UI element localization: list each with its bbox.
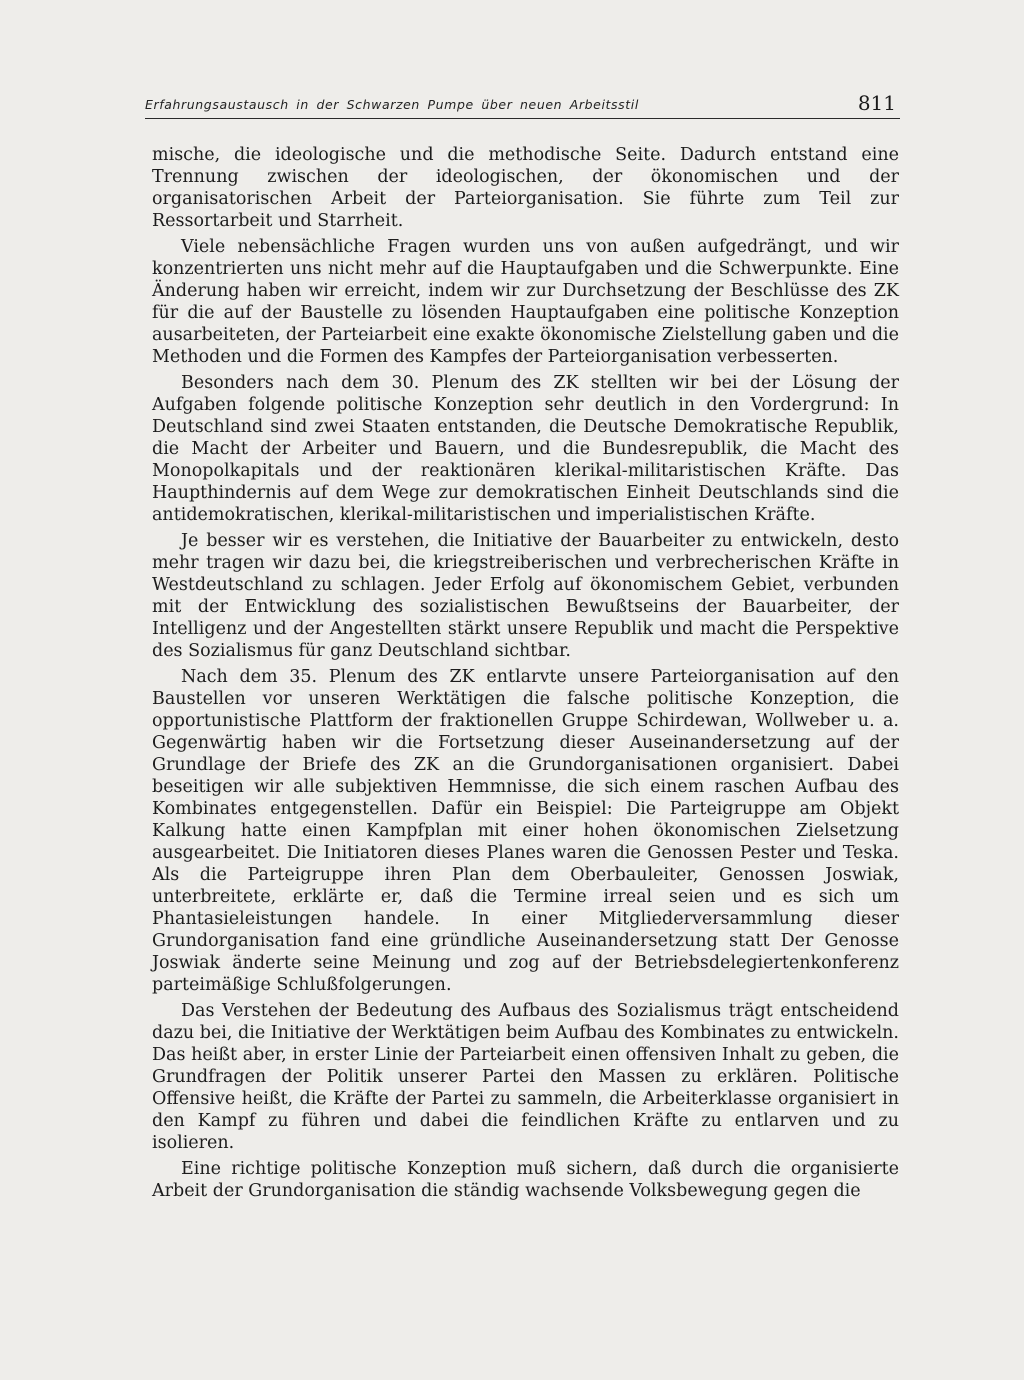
paragraph: mische, die ideologische und die methodische Seite. Dadurch entstand eine Trennung zwischen der ideologischen, der ökonomischen und der organisatorischen Arbeit der Parteiorganisation. Sie führte zum Teil zur Ressortarbeit und Starrheit.: [152, 145, 899, 231]
paragraph: Das Verstehen der Bedeutung des Aufbaus des Sozialismus trägt entscheidend dazu bei, die Initiative der Werktätigen beim Aufbau des Kombinates zu entwickeln. Das heißt aber, in erster Linie der Parteiarbeit einen offensiven Inhalt zu geben, die Grundfragen der Politik unserer Partei den Massen zu erklären. Politische Offensive heißt, die Kräfte der Partei zu sammeln, die Arbeiterklasse organisiert in den Kampf zu führen und dabei die feindlichen Kräfte zu entlarven und zu isolieren.: [152, 1001, 899, 1153]
paragraph: Viele nebensächliche Fragen wurden uns von außen aufgedrängt, und wir konzentrierten uns nicht mehr auf die Hauptaufgaben und die Schwerpunkte. Eine Änderung haben wir erreicht, indem wir zur Durchsetzung der Beschlüsse des ZK für die auf der Baustelle zu lösenden Hauptaufgaben eine politische Konzeption ausarbeiteten, der Parteiarbeit eine exakte ökonomische Zielstellung gaben und die Methoden und die Formen des Kampfes der Parteiorganisation verbesserten.: [152, 237, 899, 367]
paragraph: Je besser wir es verstehen, die Initiative der Bauarbeiter zu entwickeln, desto mehr tragen wir dazu bei, die kriegstreiberischen und verbrecherischen Kräfte in Westdeutschland zu schlagen. Jeder Erfolg auf ökonomischem Gebiet, verbunden mit der Entwicklung des sozialistischen Bewußtseins der Bauarbeiter, der Intelligenz und der Angestellten stärkt unsere Republik und macht die Perspektive des Sozialismus für ganz Deutschland sichtbar.: [152, 531, 899, 661]
paragraph: Eine richtige politische Konzeption muß sichern, daß durch die organisierte Arbeit der Grundorganisation die ständig wachsende Volksbewegung gegen die: [152, 1159, 899, 1201]
paragraph: Nach dem 35. Plenum des ZK entlarvte unsere Parteiorganisation auf den Baustellen vor unseren Werktätigen die falsche politische Konzeption, die opportunistische Plattform der fraktionellen Gruppe Schirdewan, Wollweber u. a. Gegenwärtig haben wir die Fortsetzung dieser Auseinandersetzung auf der Grundlage der Briefe des ZK an die Grundorganisationen organisiert. Dabei beseitigen wir alle subjektiven Hemmnisse, die sich einem raschen Aufbau des Kombinates entgegenstellen. Dafür ein Beispiel: Die Parteigruppe am Objekt Kalkung hatte einen Kampfplan mit einer hohen ökonomischen Zielsetzung ausgearbeitet. Die Initiatoren dieses Planes waren die Genossen Pester und Teska. Als die Parteigruppe ihren Plan dem Oberbauleiter, Genossen Joswiak, unterbreitete, erklärte er, daß die Termine irreal seien und es sich um Phantasieleistungen handele. In einer Mitgliederversammlung dieser Grundorganisation fand eine gründliche Auseinandersetzung statt Der Genosse Joswiak änderte seine Meinung und zog auf der Betriebsdelegiertenkonferenz parteimäßige Schlußfolgerungen.: [152, 667, 899, 995]
paragraph: Besonders nach dem 30. Plenum des ZK stellten wir bei der Lösung der Aufgaben folgende politische Konzeption sehr deutlich in den Vordergrund: In Deutschland sind zwei Staaten entstanden, die Deutsche Demokratische Republik, die Macht der Arbeiter und Bauern, und die Bundesrepublik, die Macht des Monopolkapitals und der reaktionären klerikal-militaristischen Kräfte. Das Haupthindernis auf dem Wege zur demokratischen Einheit Deutschlands sind die antidemokratischen, klerikal-militaristischen und imperialistischen Kräfte.: [152, 373, 899, 525]
running-head: Erfahrungsaustausch in der Schwarzen Pumpe über neuen Arbeitsstil: [145, 97, 639, 112]
page-number: 811: [857, 91, 896, 115]
body-text: [152, 144, 899, 1206]
page-header: [145, 90, 900, 119]
